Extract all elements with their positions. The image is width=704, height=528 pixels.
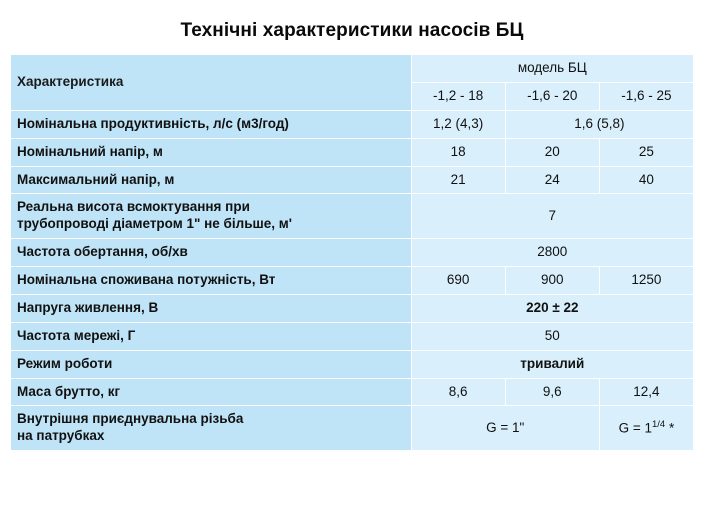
- table-row: [11, 239, 694, 267]
- header-model-group: модель БЦ: [411, 55, 693, 83]
- row-label-line-2: на патрубках: [17, 428, 105, 444]
- row-label: Напруга живлення, В: [11, 294, 412, 322]
- specifications-table: [10, 54, 694, 451]
- row-label: Режим роботи: [11, 350, 412, 378]
- header-model-1: -1,2 - 18: [411, 82, 505, 110]
- table-row: [11, 294, 694, 322]
- row-value: 40: [599, 166, 693, 194]
- table-row: [11, 110, 694, 138]
- table-row: [11, 267, 694, 295]
- row-value: тривалий: [411, 350, 693, 378]
- row-label: Частота мережі, Г: [11, 322, 412, 350]
- row-label: Маса брутто, кг: [11, 378, 412, 406]
- table-row: [11, 194, 694, 239]
- table-row: [11, 378, 694, 406]
- table-row: [11, 350, 694, 378]
- row-value: 7: [411, 194, 693, 239]
- row-value: 25: [599, 138, 693, 166]
- row-value: 2800: [411, 239, 693, 267]
- table-row: [11, 166, 694, 194]
- header-characteristic: Характеристика: [11, 55, 412, 111]
- row-value: 1250: [599, 267, 693, 295]
- row-label: [11, 194, 412, 239]
- row-value: 1,2 (4,3): [411, 110, 505, 138]
- row-value: 690: [411, 267, 505, 295]
- row-label: Номінальна продуктивність, л/с (м3/год): [11, 110, 412, 138]
- row-value: 20: [505, 138, 599, 166]
- row-value: 50: [411, 322, 693, 350]
- row-value: 9,6: [505, 378, 599, 406]
- row-value: 24: [505, 166, 599, 194]
- row-value: 21: [411, 166, 505, 194]
- table-row: [11, 406, 694, 451]
- row-label: Номінальний напір, м: [11, 138, 412, 166]
- row-label-line-1: Реальна висота всмоктування при: [17, 199, 250, 215]
- thread-fraction: 1/4: [652, 419, 666, 431]
- row-value: 900: [505, 267, 599, 295]
- thread-suffix: *: [665, 420, 675, 436]
- row-label: [11, 406, 412, 451]
- row-value-thread-right: [599, 406, 693, 451]
- header-model-2: -1,6 - 20: [505, 82, 599, 110]
- row-value: 8,6: [411, 378, 505, 406]
- thread-prefix: G = 1: [618, 420, 652, 436]
- row-label-line-2: трубопроводі діаметром 1" не більше, м': [17, 216, 292, 232]
- row-label: Частота обертання, об/хв: [11, 239, 412, 267]
- row-value-thread-left: G = 1": [411, 406, 599, 451]
- header-model-3: -1,6 - 25: [599, 82, 693, 110]
- page-title: Технічні характеристики насосів БЦ: [180, 20, 524, 41]
- row-value: 220 ± 22: [411, 294, 693, 322]
- row-label: Номінальна споживана потужність, Вт: [11, 267, 412, 295]
- row-value: 1,6 (5,8): [505, 110, 693, 138]
- row-value: 12,4: [599, 378, 693, 406]
- table-header-row-1: [11, 55, 694, 83]
- row-value: 18: [411, 138, 505, 166]
- row-label-line-1: Внутрішня приєднувальна різьба: [17, 411, 244, 427]
- table-row: [11, 322, 694, 350]
- table-row: [11, 138, 694, 166]
- row-label: Максимальний напір, м: [11, 166, 412, 194]
